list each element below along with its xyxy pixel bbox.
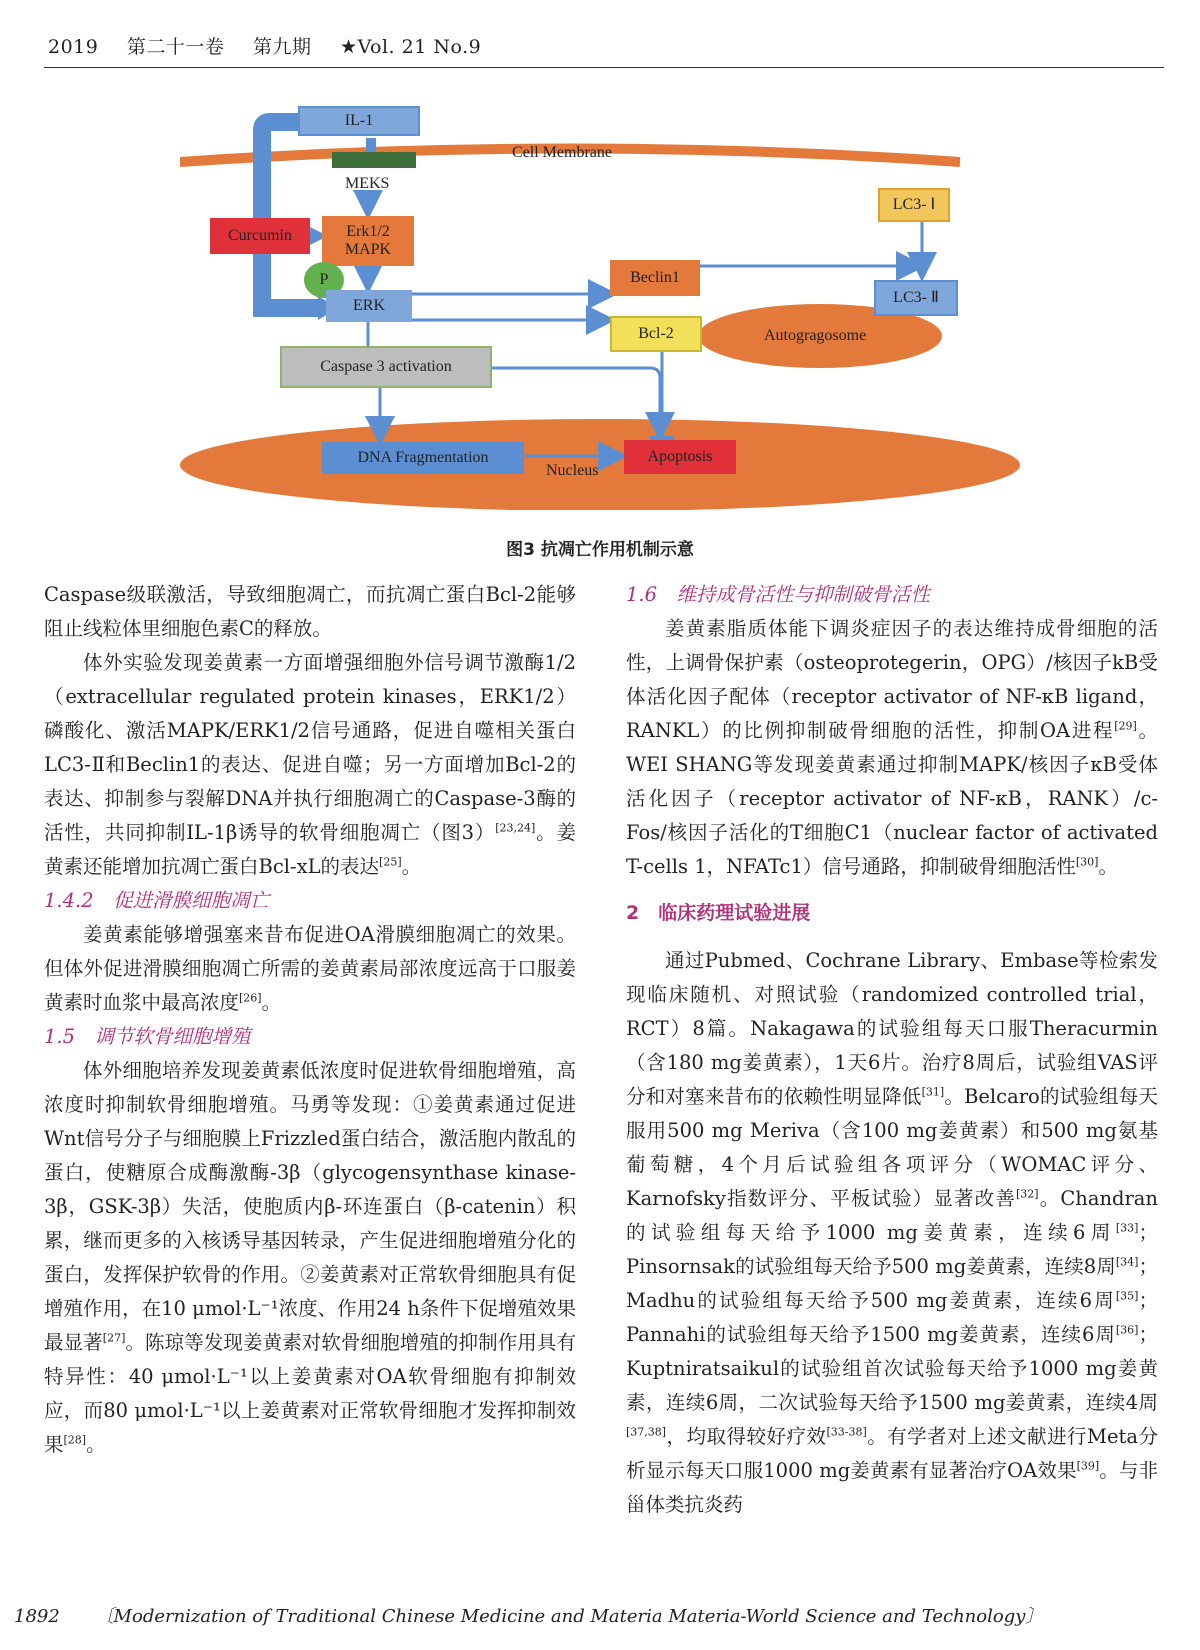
running-header [48,32,503,59]
text: 体外细胞培养发现姜黄素低浓度时促进软骨细胞增殖，高浓度时抑制软骨细胞增殖。马勇等发现：①姜黄素通过促进Wnt信号分子与细胞膜上Frizzled蛋白结合，激活胞内散乱的蛋白，使糖原合成酶激酶-3β（glycogensynthase kinase-3β，GSK-3β）失活，使胞质内β-环连蛋白（β-catenin）积累，继而更多的入核诱导基因转录，产生促进细胞增殖分化的蛋白，发挥保护软骨的作用。②姜黄素对正常软骨细胞具有促增殖作用，在10 μmol·L⁻¹浓度、作用24 h条件下促增殖效果最显著 [44,1059,576,1354]
apoptosis-label: Apoptosis [647,447,713,465]
citation: [28] [63,1433,87,1447]
citation: [23,24] [495,821,536,835]
right-paragraph-2 [626,944,1158,1522]
lc3-i-box [878,188,950,222]
left-paragraph-2 [44,646,576,884]
citation: [30] [1075,855,1099,869]
bcl2-label: Bcl-2 [638,324,674,342]
text: 。 [86,1433,106,1456]
erk-label: ERK [353,296,385,314]
erk-mapk-box [322,216,414,266]
citation: [27] [102,1331,126,1345]
citation: [39] [1076,1459,1100,1473]
header-rule [44,67,1164,68]
dna-label: DNA Fragmentation [357,448,489,466]
header-issue-cn: 第九期 [252,36,312,58]
citation: [33] [1115,1221,1139,1235]
text: ；Kuptniratsaikul的试验组首次试验每天给予1000 mg姜黄素，连续6周，二次试验每天给予1500 mg姜黄素，连续4周 [626,1323,1158,1414]
right-column [626,578,1158,1522]
text: 。Belcaro的试验组每天服用500 mg Meriva（含100 mg姜黄素）和500 mg氨基葡萄糖，4个月后试验组各项评分（WOMAC评分、Karnofsky指数评分、平板试验）显著改善 [626,1085,1158,1210]
receptor-bar [332,152,416,168]
section-2-heading: 2 临床药理试验进展 [626,902,811,924]
text: 。有学者对上述文献进行Meta分析显示每天口服1000 mg姜黄素有显著治疗OA效果 [626,1425,1158,1482]
citation: [35] [1115,1289,1139,1303]
text: 。姜黄素还能增加抗凋亡蛋白Bcl-xL的表达 [44,821,576,878]
page-number: 1892 [14,1606,60,1627]
beclin1-label: Beclin1 [630,268,680,286]
header-volume-en: ★Vol. 21 No.9 [340,36,482,58]
header-volume-cn: 第二十一卷 [126,36,225,58]
text: 体外实验发现姜黄素一方面增强细胞外信号调节激酶1/2（extracellular regulated protein kinases，ERK1/2）磷酸化、激活MAPK/ERK1/2信号通路，促进自噬相关蛋白LC3-Ⅱ和Beclin1的表达、促进自噬；另一方面增加Bcl-2的表达、抑制参与裂解DNA并执行细胞凋亡的Caspase-3酶的活性，共同抑制IL-1β诱导的软骨细胞凋亡（图3） [44,651,576,844]
nucleus-ellipse [180,419,1020,510]
text: 通过Pubmed、Cochrane Library、Embase等检索发现临床随机、对照试验（randomized controlled trial，RCT）8篇。Nakagawa的试验组每天口服Theracurmin（含180 mg姜黄素），1天6片。治疗8周后，试验组VAS评分和对塞来昔布的依赖性明显降低 [626,949,1158,1108]
il1-label: IL-1 [344,111,374,129]
cell-membrane-label: Cell Membrane [512,144,612,161]
text: 。陈琼等发现姜黄素对软骨细胞增殖的抑制作用具有特异性：40 μmol·L⁻¹以上姜黄素对OA软骨细胞有抑制效应，而80 μmol·L⁻¹以上姜黄素对正常软骨细胞才发挥抑制效果 [44,1331,576,1456]
page-footer [14,1602,1043,1628]
phosphate-label: P [319,270,329,288]
section-1-4-2-heading: 1.4.2 促进滑膜细胞凋亡 [44,889,270,912]
erk-box [326,290,412,322]
journal-name: 〔Modernization of Traditional Chinese Medicine and Materia Materia-World Science and Technology〕 [95,1606,1044,1627]
text: 。 [261,991,282,1014]
text: ；Pinsornsak的试验组每天给予500 mg姜黄素，连续8周 [626,1221,1158,1278]
left-paragraph-3 [44,918,576,1020]
nucleus-label: Nucleus [546,462,599,479]
il1-box [298,106,420,136]
bcl2-box [610,316,702,352]
erk-mapk-label: Erk1/2 MAPK [344,222,392,258]
text: 。Chandran的试验组每天给予1000 mg姜黄素，连续6周 [626,1187,1158,1244]
figure-caption: 图3 抗凋亡作用机制示意 [506,540,694,560]
text: 姜黄素脂质体能下调炎症因子的表达维持成骨细胞的活性，上调骨保护素（osteoprotegerin，OPG）/核因子kB受体活化因子配体（receptor activator of NF-κB ligand，RANKL）的比例抑制破骨细胞的活性，抑制OA进程 [626,617,1158,742]
right-paragraph-1 [626,612,1158,884]
text: ；Madhu的试验组每天给予500 mg姜黄素，连续6周 [626,1255,1158,1312]
meks-label: MEKS [345,175,390,192]
lc3-i-label: LC3- Ⅰ [892,195,936,213]
caspase-label: Caspase 3 activation [320,357,452,375]
text: 。 [1098,855,1118,878]
text: Caspase级联激活，导致细胞凋亡，而抗凋亡蛋白Bcl-2能够阻止线粒体里细胞色素C的释放。 [44,583,576,640]
text: 姜黄素能够增强塞来昔布促进OA滑膜细胞凋亡的效果。但体外促进滑膜细胞凋亡所需的姜黄素局部浓度远高于口服姜黄素时血浆中最高浓度 [44,923,576,1014]
text: 。与非甾体类抗炎药 [626,1459,1158,1516]
text: ，均取得较好疗效 [666,1425,827,1448]
left-paragraph-4 [44,1054,576,1462]
citation: [34] [1115,1255,1139,1269]
citation: [26] [239,991,262,1005]
left-paragraph-1 [44,578,576,646]
citation: [32] [1015,1187,1039,1201]
citation: [29] [1114,719,1137,733]
citation: [31] [921,1085,945,1099]
citation: [37,38] [626,1425,667,1439]
citation: [25] [379,855,402,869]
section-1-5-heading: 1.5 调节软骨细胞增殖 [44,1025,251,1048]
text: 。 [401,855,422,878]
lc3-ii-label: LC3- Ⅱ [893,288,939,306]
text: 。WEI SHANG等发现姜黄素通过抑制MAPK/核因子κB受体活化因子（receptor activator of NF-κB，RANK）/c-Fos/核因子活化的T细胞C1（nuclear factor of activated T-cells 1，NFATc1）信号通路，抑制破骨细胞活性 [626,719,1158,878]
dna-fragmentation-box [322,442,524,474]
section-1-6-heading: 1.6 维持成骨活性与抑制破骨活性 [626,583,931,606]
text: ；Pannahi的试验组每天给予1500 mg姜黄素，连续6周 [626,1289,1158,1346]
apoptosis-box [624,440,736,474]
header-year: 2019 [48,36,99,58]
caspase-box [280,346,492,388]
lc3-ii-box [874,280,958,316]
curcumin-label: Curcumin [228,226,292,244]
citation: [36] [1115,1323,1139,1337]
citation: [33-38] [826,1425,867,1439]
beclin1-box [610,260,700,296]
curcumin-box [210,218,310,254]
figure-3-diagram [180,100,1020,510]
left-column [44,578,576,1462]
autophagosome-label: Autogragosome [764,327,867,344]
